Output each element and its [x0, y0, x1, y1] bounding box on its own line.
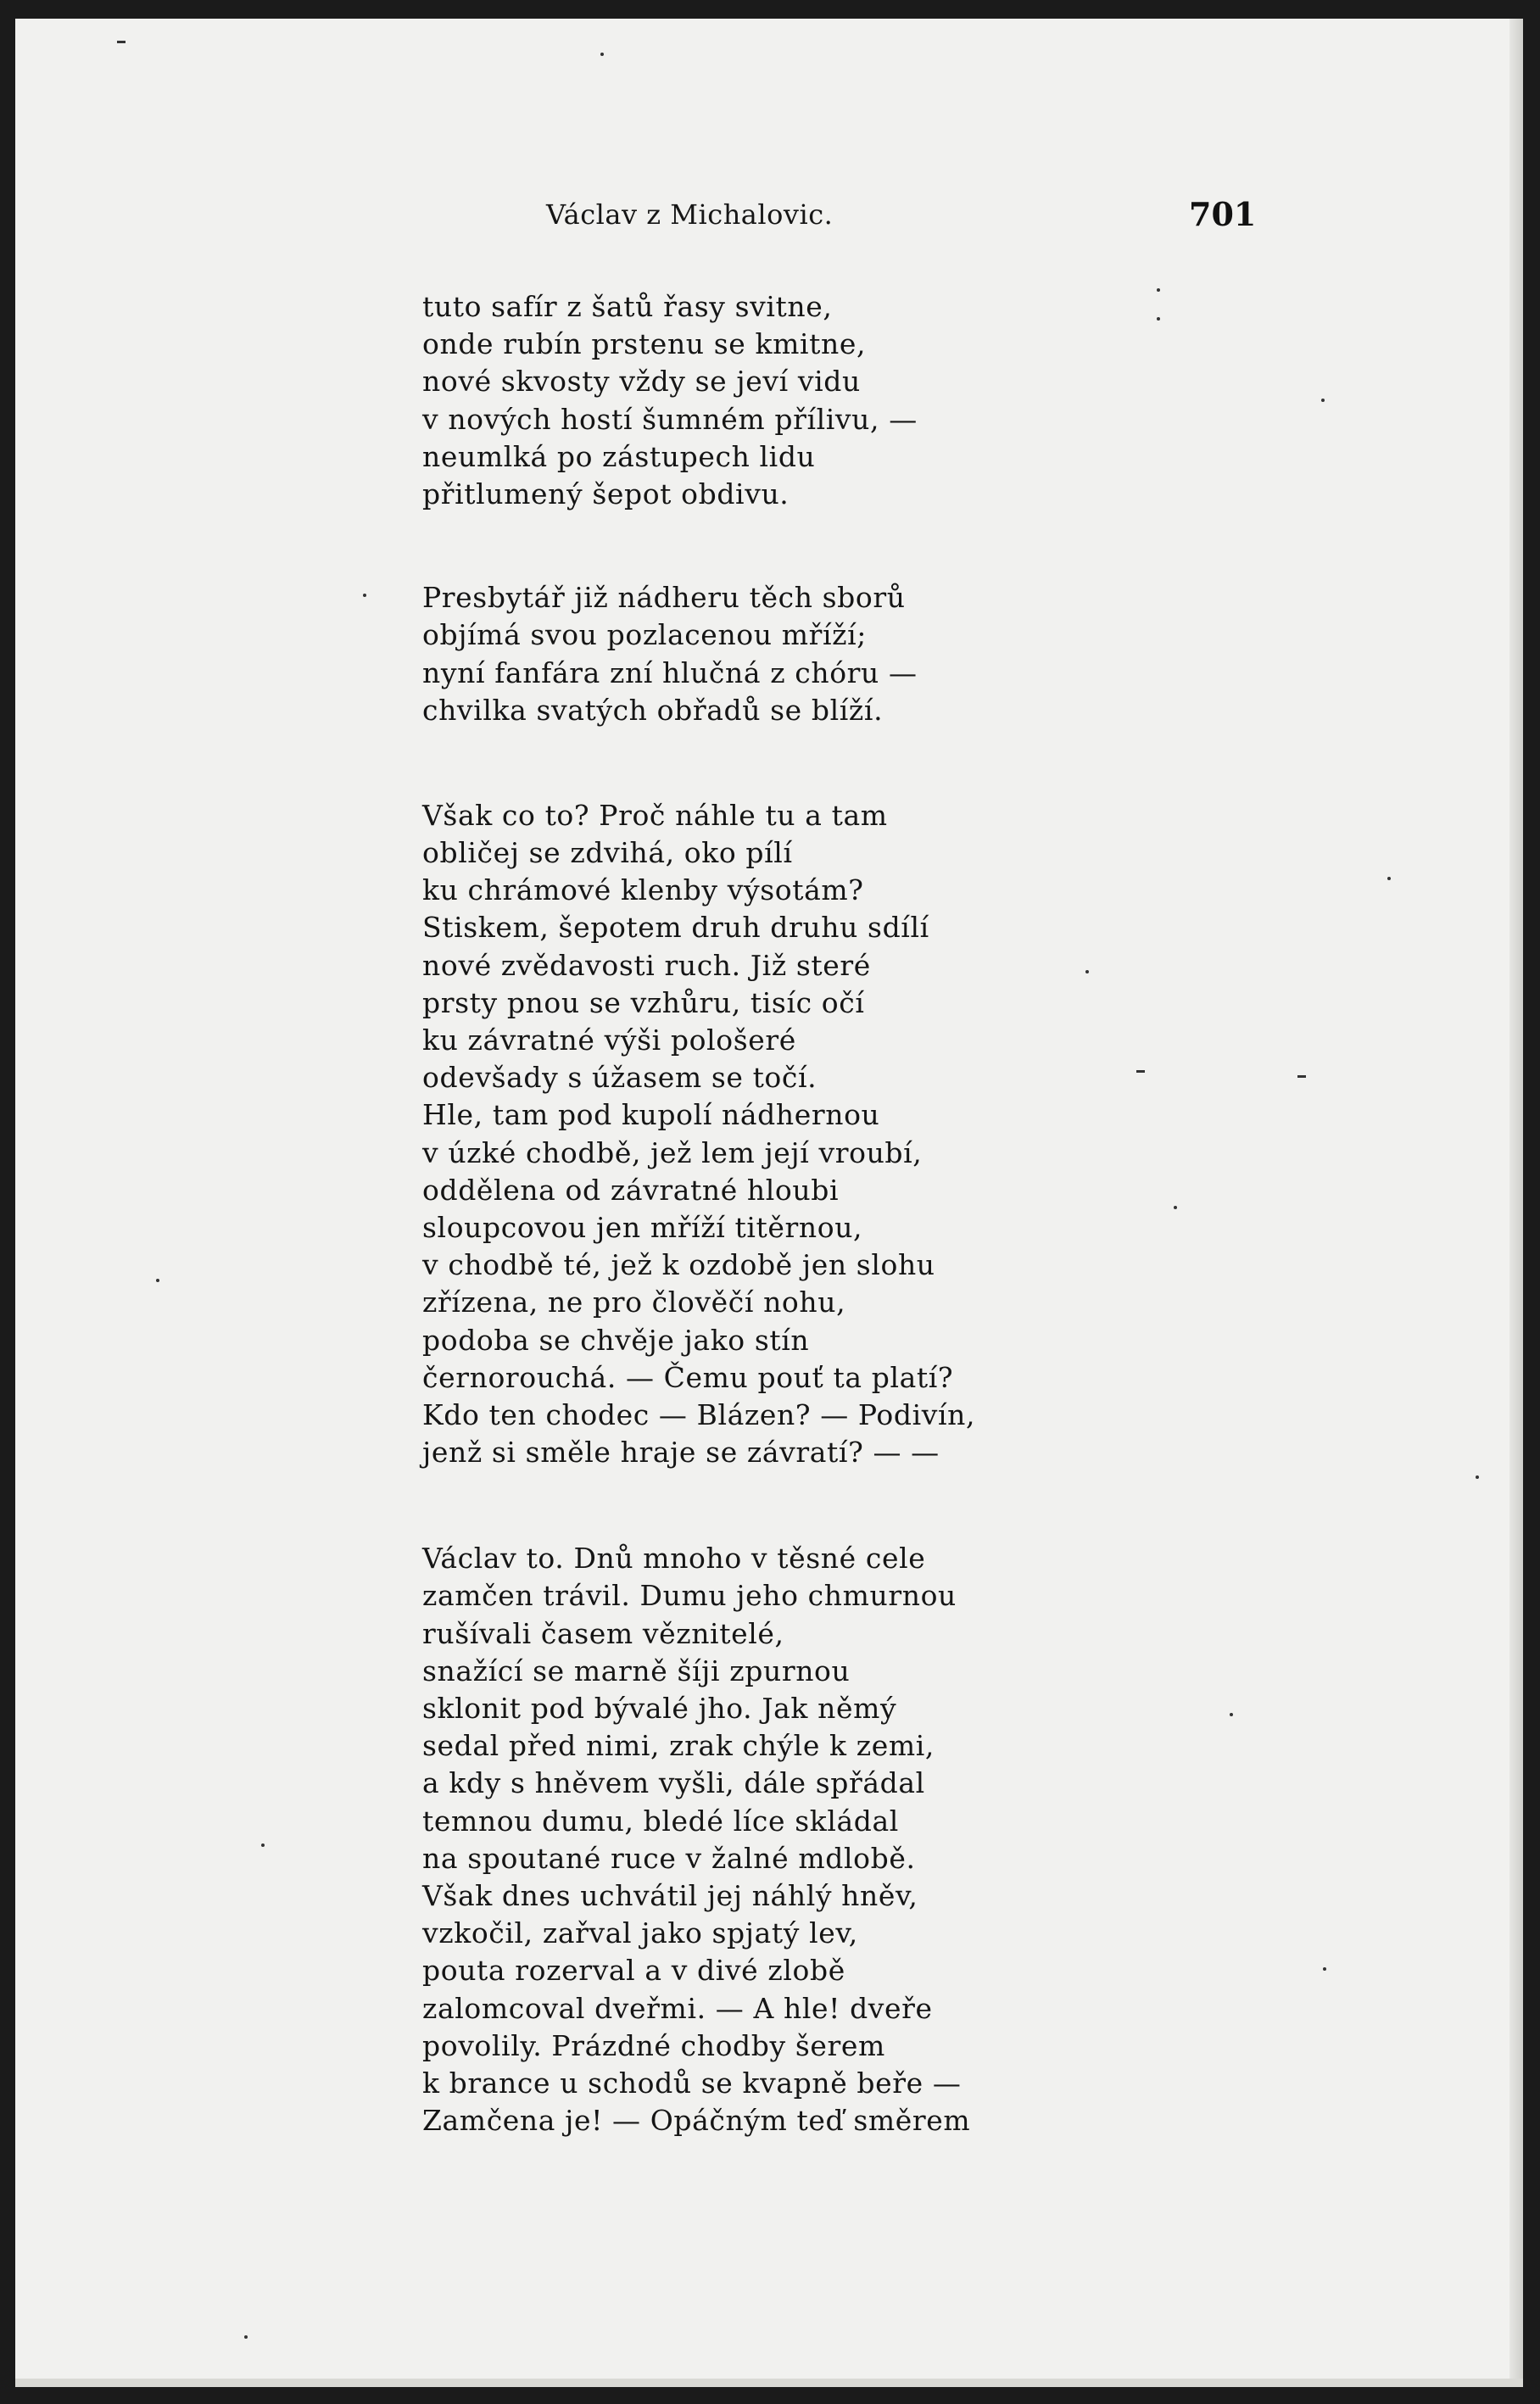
verse-line: tuto safír z šatů řasy svitne, [422, 290, 833, 323]
scan-speck [156, 1279, 159, 1282]
verse-line: Hle, tam pod kupolí nádhernou [422, 1098, 880, 1132]
scan-speck [1387, 877, 1391, 880]
verse-line: sklonit pod bývalé jho. Jak němý [422, 1692, 897, 1725]
verse-line: nové zvědavosti ruch. Již steré [422, 948, 871, 982]
verse-line: černorouchá. — Čemu pouť ta platí? [422, 1360, 954, 1394]
scan-speck [117, 41, 126, 43]
verse-line: Kdo ten chodec — Blázen? — Podivín, [422, 1397, 976, 1431]
scan-speck [1157, 317, 1160, 321]
stanza-2 [422, 579, 1067, 729]
verse-line: nové skvosty vždy se jeví vidu [422, 365, 861, 399]
verse-line: neumlká po zástupech lidu [422, 439, 816, 473]
stanza-4 [422, 1540, 1067, 2139]
scan-speck [1476, 1475, 1479, 1479]
scan-speck [600, 53, 604, 56]
verse-line: temnou dumu, bledé líce skládal [422, 1804, 899, 1838]
verse-line: Však co to? Proč náhle tu a tam [422, 798, 888, 832]
stanza-gap [422, 1471, 1067, 1540]
verse-line: sedal před nimi, zrak chýle k zemi, [422, 1729, 935, 1763]
verse-line: oddělena od závratné hloubi [422, 1173, 840, 1207]
verse-line: v chodbě té, jež k ozdobě jen slohu [422, 1248, 935, 1282]
verse-line: snažící se marně šíji zpurnou [422, 1654, 851, 1687]
verse-line: zamčen trávil. Dumu jeho chmurnou [422, 1579, 957, 1613]
scan-speck [1321, 399, 1325, 402]
verse-line: k brance u schodů se kvapně beře — [422, 2066, 962, 2100]
verse-line: nyní fanfára zní hlučná z chóru — [422, 655, 918, 689]
verse-line: Václav to. Dnů mnoho v těsné cele [422, 1542, 926, 1576]
verse-line: rušívali časem věznitelé, [422, 1616, 784, 1650]
stanza-3 [422, 797, 1067, 1471]
verse-line: prsty pnou se vzhůru, tisíc očí [422, 985, 865, 1019]
verse-line: ku chrámové klenby výsotám? [422, 873, 864, 907]
scan-speck [1136, 1070, 1145, 1073]
verse-line: obličej se zdvihá, oko pílí [422, 836, 793, 870]
verse-line: jenž si směle hraje se závratí? — — [422, 1436, 940, 1470]
verse-line: onde rubín prstenu se kmitne, [422, 327, 867, 361]
verse-line: v nových hostí šumném přílivu, — [422, 402, 918, 436]
scan-speck [1174, 1206, 1177, 1209]
verse-line: chvilka svatých obřadů se blíží. [422, 693, 884, 727]
verse-line: a kdy s hněvem vyšli, dále spřádal [422, 1766, 925, 1800]
page-number: 701 [1189, 195, 1257, 233]
verse-line: objímá svou pozlacenou mříží; [422, 618, 867, 652]
verse-line: Zamčena je! — Opáčným teď směrem [422, 2104, 971, 2138]
verse-line: vzkočil, zařval jako spjatý lev, [422, 1916, 858, 1950]
page-edge-shadow [1509, 19, 1523, 2387]
verse-line: zalomcoval dveřmi. — A hle! dveře [422, 1991, 933, 2025]
scan-speck [1085, 970, 1089, 973]
verse-line: Presbytář již nádheru těch sborů [422, 581, 906, 615]
verse-line: odevšady s úžasem se točí. [422, 1061, 817, 1095]
scan-speck [1230, 1713, 1233, 1716]
scan-speck [244, 2335, 248, 2339]
stanza-gap [422, 513, 1067, 579]
verse-line: Stiskem, šepotem druh druhu sdílí [422, 911, 929, 945]
verse-line: pouta rozerval a v divé zlobě [422, 1954, 845, 1988]
verse-line: povolily. Prázdné chodby šerem [422, 2028, 885, 2062]
poem-text [422, 288, 1067, 2139]
verse-line: na spoutané ruce v žalné mdlobě. [422, 1841, 916, 1875]
verse-line: sloupcovou jen mříží titěrnou, [422, 1210, 863, 1244]
verse-line: ku závratné výši pološeré [422, 1024, 796, 1057]
scan-speck [261, 1843, 265, 1847]
stanza-gap [422, 729, 1067, 797]
running-head-title: Václav z Michalovic. [546, 198, 834, 231]
stanza-1 [422, 288, 1067, 513]
scan-speck [363, 594, 366, 597]
page-bottom-edge [15, 2379, 1523, 2387]
scan-speck [1297, 1075, 1306, 1078]
verse-line: v úzké chodbě, jež lem její vroubí, [422, 1135, 923, 1169]
verse-line: podoba se chvěje jako stín [422, 1323, 810, 1357]
verse-line: přitlumený šepot obdivu. [422, 477, 790, 510]
verse-line: zřízena, ne pro člověčí nohu, [422, 1286, 846, 1319]
verse-line: Však dnes uchvátil jej náhlý hněv, [422, 1878, 918, 1912]
book-page [15, 19, 1523, 2387]
scan-speck [1157, 288, 1160, 292]
scan-speck [1323, 1967, 1326, 1971]
